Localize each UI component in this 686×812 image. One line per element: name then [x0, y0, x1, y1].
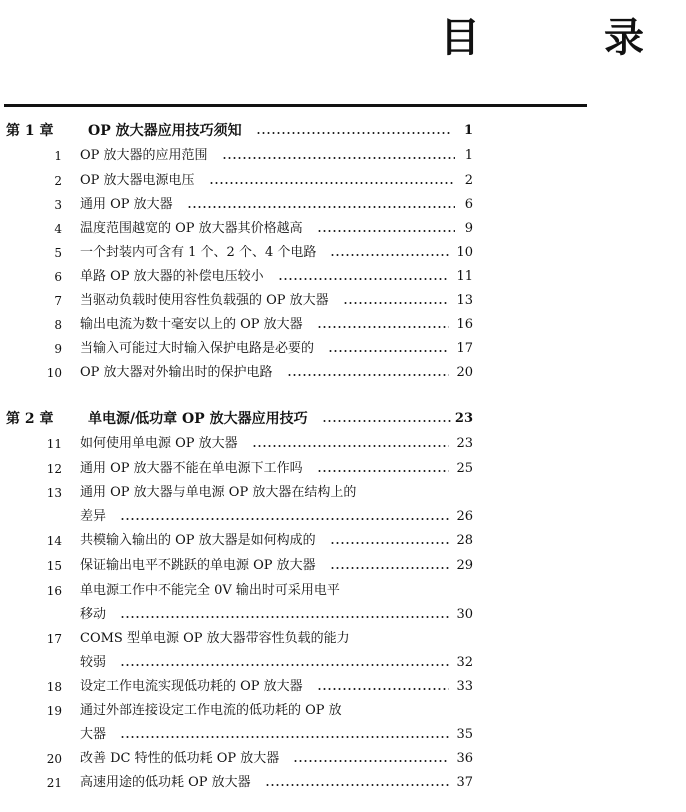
- section-entry-continuation[interactable]: [0, 652, 591, 674]
- dot-leader: [330, 538, 449, 548]
- page-number: 13: [456, 293, 473, 308]
- page-number: 32: [456, 655, 473, 670]
- page-number: 1: [463, 123, 473, 138]
- section-entry-continuation[interactable]: [0, 724, 591, 746]
- dot-leader: [328, 346, 449, 356]
- page-number: 25: [456, 461, 473, 476]
- section-title: 大器: [80, 727, 107, 742]
- section-number: 14: [46, 534, 62, 548]
- section-number: 17: [46, 632, 62, 646]
- section-entry[interactable]: [0, 458, 591, 480]
- section-title: 保证输出电平不跳跃的单电源 OP 放大器: [80, 558, 316, 573]
- dot-leader: [293, 756, 449, 766]
- chapter-label: 第 2 章: [6, 411, 54, 427]
- dot-leader: [120, 612, 449, 622]
- section-number: 15: [46, 559, 62, 573]
- section-title: 当输入可能过大时输入保护电路是必要的: [80, 341, 315, 356]
- section-number: 8: [54, 318, 62, 332]
- section-entry-continuation[interactable]: [0, 604, 591, 626]
- dot-leader: [343, 298, 449, 308]
- section-number: 3: [54, 198, 62, 212]
- page-number: 11: [456, 269, 473, 284]
- dot-leader: [317, 466, 449, 476]
- section-entry[interactable]: [0, 628, 591, 650]
- page-number: 6: [464, 197, 473, 212]
- page-number: 35: [456, 727, 473, 742]
- chapter-entry[interactable]: [0, 120, 591, 142]
- dot-leader: [252, 441, 449, 451]
- dot-leader: [120, 660, 449, 670]
- page-number: 26: [456, 509, 473, 524]
- section-entry[interactable]: [0, 580, 591, 602]
- page-number: 33: [456, 679, 473, 694]
- dot-leader: [287, 370, 449, 380]
- dot-leader: [120, 514, 449, 524]
- section-entry[interactable]: [0, 242, 591, 264]
- section-number: 21: [46, 776, 62, 790]
- section-entry[interactable]: [0, 676, 591, 698]
- section-number: 9: [54, 342, 62, 356]
- section-number: 5: [54, 246, 62, 260]
- section-number: 16: [46, 584, 62, 598]
- section-entry[interactable]: [0, 362, 591, 384]
- section-entry[interactable]: [0, 482, 591, 504]
- page-number: 30: [456, 607, 473, 622]
- section-title: 差异: [80, 509, 107, 524]
- dot-leader: [322, 416, 451, 426]
- page-number: 28: [456, 533, 473, 548]
- section-title: 单电源工作中不能完全 0V 输出时可采用电平: [80, 583, 340, 598]
- page-number: 17: [456, 341, 473, 356]
- dot-leader: [317, 226, 455, 236]
- page-number: 23: [454, 411, 473, 426]
- page-title: 目 录: [440, 15, 686, 61]
- section-number: 4: [54, 222, 62, 236]
- dot-leader: [330, 250, 449, 260]
- section-entry[interactable]: [0, 700, 591, 722]
- section-number: 2: [54, 174, 62, 188]
- dot-leader: [265, 780, 449, 790]
- page-number: 1: [464, 148, 473, 163]
- section-entry[interactable]: [0, 194, 591, 216]
- section-number: 20: [46, 752, 62, 766]
- section-entry[interactable]: [0, 145, 591, 167]
- section-title: 输出电流为数十毫安以上的 OP 放大器: [80, 317, 303, 332]
- chapter-entry[interactable]: [0, 408, 591, 430]
- section-title: 改善 DC 特性的低功耗 OP 放大器: [80, 751, 280, 766]
- dot-leader: [209, 178, 455, 188]
- page-number: 2: [464, 173, 473, 188]
- section-entry[interactable]: [0, 338, 591, 360]
- section-number: 1: [54, 149, 62, 163]
- page-number: 20: [456, 365, 473, 380]
- section-title: 通用 OP 放大器与单电源 OP 放大器在结构上的: [80, 485, 357, 500]
- section-title: 通用 OP 放大器不能在单电源下工作吗: [80, 461, 303, 476]
- section-number: 11: [46, 437, 62, 451]
- section-entry[interactable]: [0, 170, 591, 192]
- section-number: 10: [46, 366, 62, 380]
- dot-leader: [222, 153, 455, 163]
- page-number: 37: [456, 775, 473, 790]
- section-title: 一个封装内可含有 1 个、2 个、4 个电路: [80, 245, 317, 260]
- section-title: OP 放大器电源电压: [80, 173, 195, 188]
- section-title: OP 放大器对外输出时的保护电路: [80, 365, 273, 380]
- section-title: 如何使用单电源 OP 放大器: [80, 436, 238, 451]
- section-entry[interactable]: [0, 218, 591, 240]
- section-title: 高速用途的低功耗 OP 放大器: [80, 775, 251, 790]
- page-number: 36: [456, 751, 473, 766]
- section-entry[interactable]: [0, 748, 591, 770]
- section-title: 较弱: [80, 655, 107, 670]
- section-title: 通用 OP 放大器: [80, 197, 173, 212]
- chapter-title: OP 放大器应用技巧须知: [88, 123, 242, 139]
- section-title: 共模输入输出的 OP 放大器是如何构成的: [80, 533, 316, 548]
- section-entry[interactable]: [0, 314, 591, 336]
- section-title: 移动: [80, 607, 107, 622]
- section-number: 12: [46, 462, 62, 476]
- section-entry[interactable]: [0, 266, 591, 288]
- section-entry[interactable]: [0, 530, 591, 552]
- page-number: 9: [464, 221, 473, 236]
- page-number: 10: [456, 245, 473, 260]
- section-title: OP 放大器的应用范围: [80, 148, 208, 163]
- page-number: 16: [456, 317, 473, 332]
- title-rule: [4, 104, 587, 107]
- section-number: 19: [46, 704, 62, 718]
- section-entry[interactable]: [0, 555, 591, 577]
- page-number: 29: [456, 558, 473, 573]
- section-title: COMS 型单电源 OP 放大器带容性负载的能力: [80, 631, 350, 646]
- section-entry-continuation[interactable]: [0, 506, 591, 528]
- dot-leader: [187, 202, 455, 212]
- section-number: 6: [54, 270, 62, 284]
- section-number: 7: [54, 294, 62, 308]
- dot-leader: [317, 322, 449, 332]
- section-entry[interactable]: [0, 433, 591, 455]
- section-title: 通过外部连接设定工作电流的低功耗的 OP 放: [80, 703, 342, 718]
- chapter-title: 单电源/低功章 OP 放大器应用技巧: [88, 411, 308, 427]
- section-title: 设定工作电流实现低功耗的 OP 放大器: [80, 679, 303, 694]
- section-entry[interactable]: [0, 772, 591, 794]
- dot-leader: [330, 563, 449, 573]
- dot-leader: [256, 128, 451, 138]
- section-title: 单路 OP 放大器的补偿电压较小: [80, 269, 264, 284]
- section-entry[interactable]: [0, 290, 591, 312]
- section-title: 温度范围越宽的 OP 放大器其价格越高: [80, 221, 303, 236]
- page-number: 23: [456, 436, 473, 451]
- dot-leader: [278, 274, 449, 284]
- section-number: 18: [46, 680, 62, 694]
- section-number: 13: [46, 486, 62, 500]
- chapter-label: 第 1 章: [6, 123, 54, 139]
- dot-leader: [120, 732, 449, 742]
- dot-leader: [317, 684, 449, 694]
- section-title: 当驱动负载时使用容性负载强的 OP 放大器: [80, 293, 329, 308]
